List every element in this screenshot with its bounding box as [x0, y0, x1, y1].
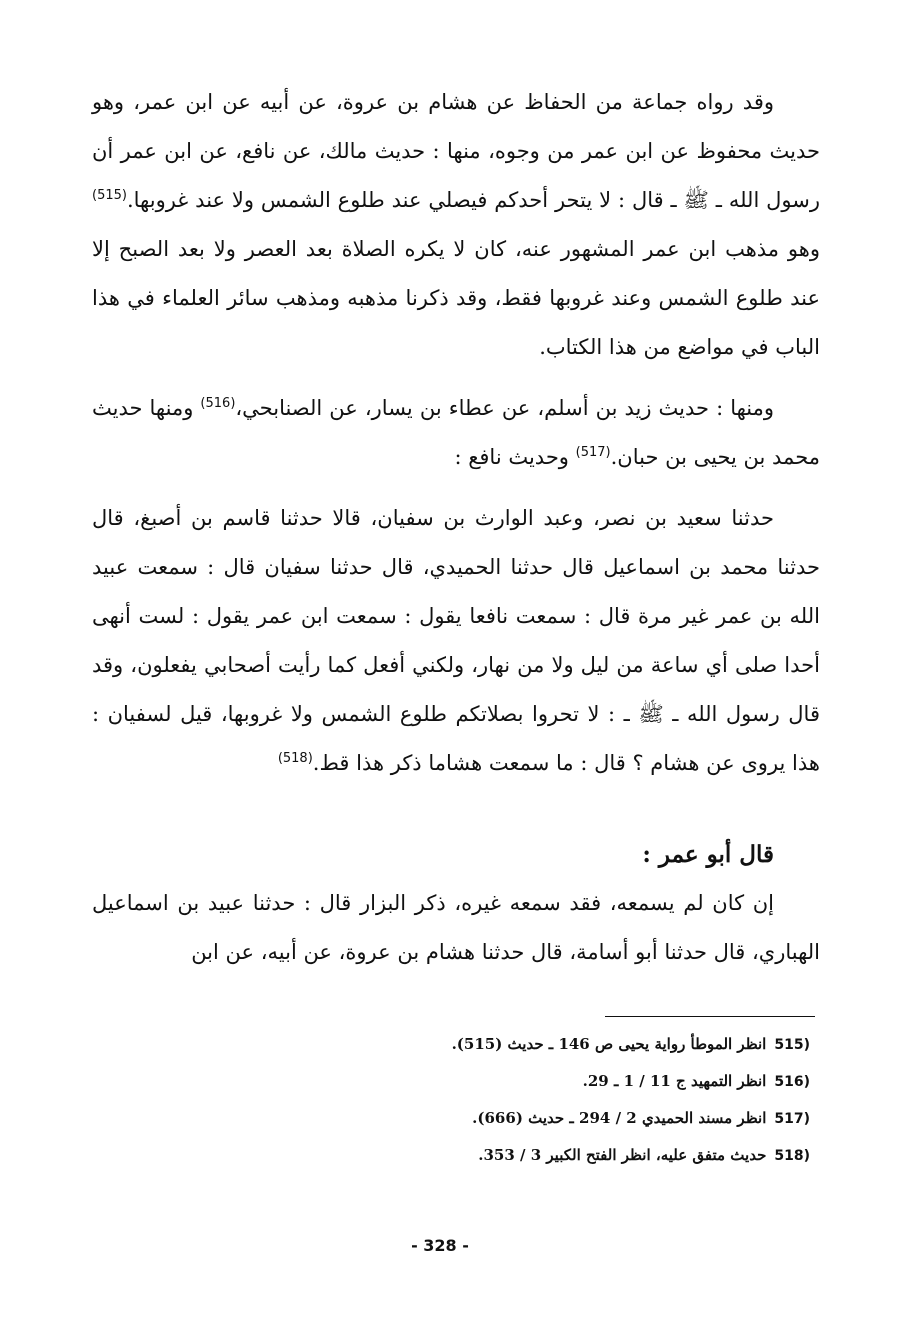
footnote-ref-516: (516): [200, 396, 236, 411]
paragraph-1: [92, 78, 820, 372]
footnote-number: (518: [774, 1148, 810, 1164]
footnote-text: انظر التمهيد ج 11 / 1 ـ 29.: [582, 1072, 767, 1090]
paragraph-2-tail: وحديث نافع :: [454, 445, 576, 469]
paragraph-2-mid: ومنها حديث محمد بن يحيى بن حبان.: [92, 396, 820, 469]
footnote-516: [380, 1063, 810, 1100]
footnotes: [380, 1026, 810, 1174]
page-number: - 328 -: [411, 1236, 469, 1255]
footnote-ref-515: (515): [92, 188, 127, 203]
main-text: [92, 78, 820, 977]
paragraph-1-tail: وهو مذهب ابن عمر المشهور عنه، كان لا يكره الصلاة بعد العصر ولا بعد الصبح إلا عند طلوع الشمس وعند غروبها فقط، وقد ذكرنا مذهبه ومذهب سائر العلماء في هذا الباب في مواضع من هذا الكتاب.: [92, 237, 820, 359]
paragraph-1-text: وقد رواه جماعة من الحفاظ عن هشام بن عروة، عن أبيه عن ابن عمر، وهو حديث محفوظ عن ابن عمر من وجوه، منها : حديث مالك، عن نافع، عن ابن عمر أن رسول الله ـ ﷺ ـ قال : لا يتحر أحدكم فيصلي عند طلوع الشمس ولا عند غروبها.: [92, 90, 820, 212]
footnote-text: انظر الموطأ رواية يحيى ص 146 ـ حديث (515).: [451, 1035, 767, 1053]
paragraph-2-text: ومنها : حديث زيد بن أسلم، عن عطاء بن يسار، عن الصنابحي،: [235, 396, 775, 420]
footnote-515: [380, 1026, 810, 1063]
footnote-number: (516: [774, 1074, 810, 1090]
footnote-text: حديث متفق عليه، انظر الفتح الكبير 3 / 353.: [478, 1146, 767, 1164]
footnote-ref-518: (518): [277, 751, 313, 766]
footnote-text: انظر مسند الحميدي 2 / 294 ـ حديث (666).: [472, 1109, 767, 1127]
footnote-518: [380, 1137, 810, 1174]
section-heading: قال أبو عمر :: [642, 841, 774, 868]
footnote-ref-517: (517): [575, 445, 611, 460]
footnote-517: [380, 1100, 810, 1137]
footnote-number: (517: [774, 1111, 810, 1127]
paragraph-4: إن كان لم يسمعه، فقد سمعه غيره، ذكر البزار قال : حدثنا عبيد بن اسماعيل الهباري، قال حدثنا أبو أسامة، قال حدثنا هشام بن عروة، عن أبيه، عن ابن: [92, 891, 820, 964]
paragraph-3: [92, 494, 820, 788]
footnote-number: (515: [774, 1037, 810, 1053]
footnote-separator: [605, 1016, 815, 1017]
paragraph-2: [92, 384, 820, 482]
paragraph-3-text: حدثنا سعيد بن نصر، وعبد الوارث بن سفيان، قالا حدثنا قاسم بن أصبغ، قال حدثنا محمد بن اسماعيل قال حدثنا الحميدي، قال حدثنا سفيان قال : سمعت عبيد الله بن عمر غير مرة قال : سمعت نافعا يقول : سمعت ابن عمر يقول : لست أنهى أحدا صلى أي ساعة من ليل ولا من نهار، ولكني أفعل كما رأيت أصحابي يفعلون، وقد قال رسول الله ـ ﷺ ـ : لا تحروا بصلاتكم طلوع الشمس ولا غروبها، قيل لسفيان : هذا يروى عن هشام ؟ قال : ما سمعت هشاما ذكر هذا قط.: [92, 506, 820, 775]
